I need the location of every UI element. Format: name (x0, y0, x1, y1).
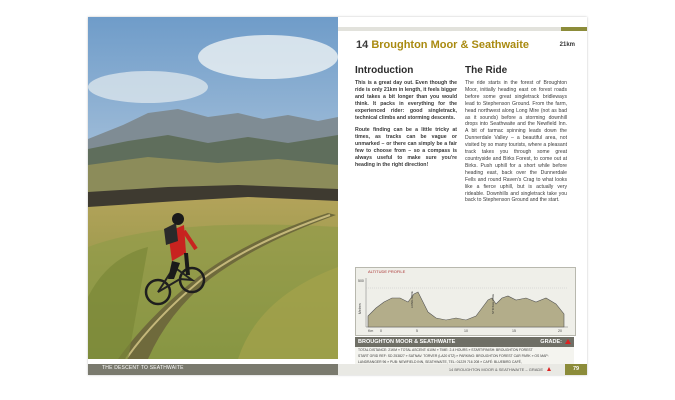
route-info-line: TOTAL DISTANCE: 21KM » TOTAL ASCENT: 610M » TIME: 2-4 HOURS » START/FINISH: BROUGHTON FOREST (358, 348, 533, 352)
profile-y-max: 500 (358, 279, 364, 283)
book-spread (88, 17, 587, 375)
profile-x-tick: 10 (464, 329, 468, 333)
profile-peak-label: LONG MIRE (410, 291, 414, 308)
page-footer (338, 364, 587, 375)
altitude-profile (355, 267, 576, 336)
profile-y-axis-label: Metres (358, 303, 362, 314)
ride-section (465, 65, 567, 204)
route-page (338, 17, 587, 375)
route-info-line: START GRID REF: SD 253827 » SATNAV: TORVER (LA20 6TZ) » PARKING: BROUGHTON FOREST CAR PARK » OS MAP: (358, 354, 549, 358)
photo-illustration (88, 17, 338, 359)
grade-triangle-icon (547, 367, 551, 371)
profile-x-tick: 0 (380, 329, 382, 333)
route-distance: 21km (559, 42, 575, 48)
profile-x-axis-label: Km (368, 329, 374, 333)
profile-x-tick: 20 (558, 329, 562, 333)
route-grade-label: GRADE: (540, 339, 562, 345)
profile-x-tick: 15 (512, 329, 516, 333)
intro-section (355, 65, 457, 175)
intro-paragraph: Route finding can be a little tricky at times, as tracks can be vague or unmarked – or there can simply be a fair few to choose from – so a compass is always useful to make sure you're heading in the right direction! (355, 127, 457, 168)
route-info-header (355, 337, 574, 347)
grade-triangle-icon (565, 339, 571, 344)
route-name: Broughton Moor & Seathwaite (371, 39, 529, 51)
intro-heading: Introduction (355, 65, 414, 76)
ride-heading: The Ride (465, 65, 508, 76)
page-number: 79 (565, 364, 587, 375)
route-number: 14 (356, 39, 369, 51)
footer-text: 14 BROUGHTON MOOR & SEATHWAITE – GRADE (448, 367, 543, 372)
route-info-line: LANDRANGER 96 » PUB: NEWFIELD INN, SEATHWAITE, TEL: 01229 716 208 » CAFÉ: BLUEBIRD CAFÉ, (358, 360, 522, 364)
header-accent (561, 27, 587, 31)
photo-caption: THE DESCENT TO SEATHWAITE (102, 365, 184, 371)
profile-label: ALTITUDE PROFILE (368, 269, 406, 274)
profile-chart (356, 268, 575, 335)
header-bar (338, 27, 587, 31)
intro-paragraph: This is a great day out. Even though the ride is only 21km in length, it feels bigger and takes a bit longer than you would think. It packs in everything for the experienced rider: good singletrack, technical climbs and storming descents. (355, 80, 457, 121)
route-info-name: BROUGHTON MOOR & SEATHWAITE (358, 339, 456, 345)
cyclist-photo (88, 17, 338, 359)
ride-text: The ride starts in the forest of Broughton Moor, initially heading east on forest roads before some great singletrack bridleways lead to Stephenson Ground. From the farm, head northwest along Long Mire (not as bad as it sounds) before a storming downhill drops into Seathwaite and the Newfield Inn. A bit of tarmac spinning leads down the Dunnerdale Valley – a beautiful area, not visited by so many tourists, where a pleasant track takes you through some great countryside and Birks Forest, to come out at Birks. Push uphill for a short while before heading east, back over the Dunnerdale Fells and round Raven's Crag to what looks like a fierce uphill, but is actually very rideable. Downhills and singletrack take you back to Stephenson Ground and the start. (465, 80, 567, 204)
photo-caption-bar (88, 364, 338, 375)
profile-x-tick: 5 (416, 329, 418, 333)
route-title (356, 39, 529, 51)
profile-peak-label: STICKLE PIKE (491, 293, 495, 314)
